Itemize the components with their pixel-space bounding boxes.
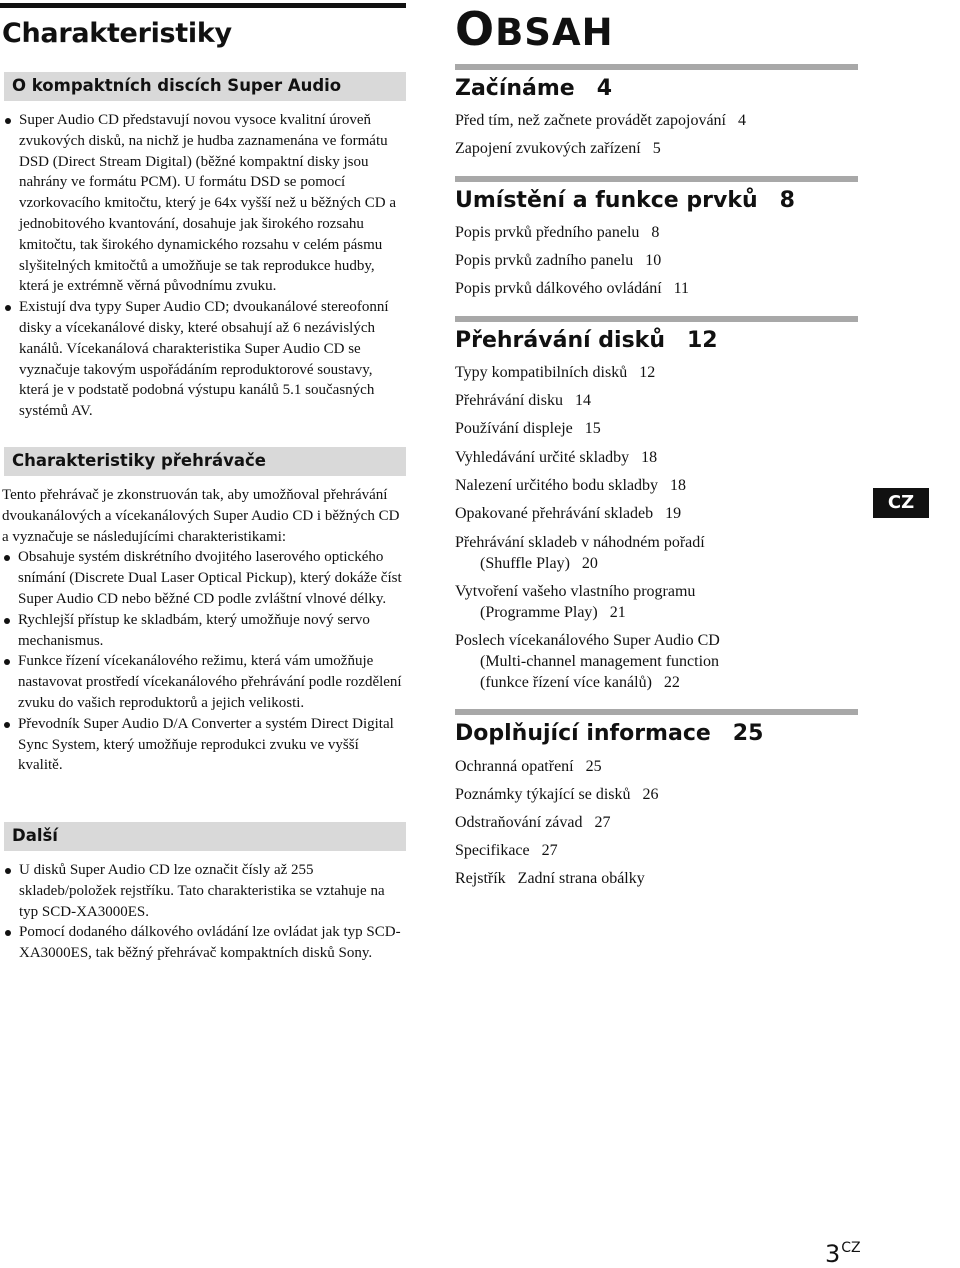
toc-item: Popis prvků zadního panelu 10 — [455, 252, 662, 269]
intro-paragraph: Tento přehrávač je zkonstruován tak, aby umožňoval přehrávání dvoukanálových a vícekanálových Super Audio CD i běžných CD a vyznačuje se následujícími charakteristikami: — [2, 487, 400, 545]
section-heading-super-audio: O kompaktních discích Super Audio — [4, 72, 406, 101]
toc-item: Přehrávání skladeb v náhodném pořadí (Shuffle Play) 20 — [455, 534, 705, 572]
toc-item: Rejstřík Zadní strana obálky — [455, 870, 645, 887]
toc-item: Poznámky týkající se disků 26 — [455, 786, 659, 803]
toc-section-heading: Umístění a funkce prvků 8 — [455, 188, 795, 213]
toc-item: Používání displeje 15 — [455, 420, 601, 437]
list-item: Pomocí dodaného dálkového ovládání lze ovládat jak typ SCD-XA3000ES, tak běžný přehrávač kompaktních disků Sony. — [3, 922, 401, 964]
toc-item: Popis prvků předního panelu 8 — [455, 224, 660, 241]
toc-item: Zapojení zvukových zařízení 5 — [455, 140, 661, 157]
list-item: Super Audio CD představují novou vysoce kvalitní úroveň zvukových disků, na nichž je hudba zaznamenána ve formátu DSD (Direct Stream Digital) (běžné kompaktní disky jsou nahrány ve formátu PCM). U formátu DSD se pomocí vzorkovacího kmitočtu, který je 64x vyšší než u běžných CD a jednobitového kvantování, dosahuje jak širokého rozsahu kmitočtu, tak širokého dynamického rozsahu v celém pásmu slyšitelných kmitočtů a umožňuje se tak reprodukce hudby, která je extrémně věrná původnímu zvuku. — [3, 110, 401, 297]
toc-divider — [455, 176, 858, 182]
list-item: U disků Super Audio CD lze označit čísly až 255 skladeb/položek rejstříku. Tato charakteristika se vztahuje na typ SCD-XA3000ES. — [3, 860, 401, 922]
toc-divider — [455, 709, 858, 715]
toc-item: Před tím, než začnete provádět zapojování 4 — [455, 112, 746, 129]
top-rule — [0, 3, 406, 8]
page-number: $3^{CZ}$ — [825, 1240, 861, 1268]
toc-item: Vyhledávání určité skladby 18 — [455, 449, 658, 466]
language-tab: CZ — [873, 488, 929, 518]
toc-title: OBSAH — [455, 2, 614, 56]
page-title: Charakteristiky — [2, 18, 232, 49]
toc-section-heading: Začínáme 4 — [455, 76, 613, 101]
list-item: Existují dva typy Super Audio CD; dvoukanálové stereofonní disky a vícekanálové disky, které obsahují až 6 nezávislých kanálů. Vícekanálová charakteristika Super Audio CD se vyznačuje takovým uspořádáním reproduktorové soustavy, která je v podstatě podobná výstupu kanálů 5.1 současných systémů AV. — [3, 297, 401, 422]
toc-item: Typy kompatibilních disků 12 — [455, 364, 656, 381]
toc-item: Opakované přehrávání skladeb 19 — [455, 505, 682, 522]
toc-item: Odstraňování závad 27 — [455, 814, 611, 831]
list-item: Obsahuje systém diskrétního dvojitého laserového optického snímání (Discrete Dual Laser Optical Pickup), který dokáže číst Super Audio CD nebo běžné CD podle zvláštní vlnové délky. — [2, 547, 402, 609]
toc-divider — [455, 316, 858, 322]
toc-item: Ochranná opatření 25 — [455, 758, 602, 775]
toc-item: Nalezení určitého bodu skladby 18 — [455, 477, 687, 494]
list-item: Převodník Super Audio D/A Converter a systém Direct Digital Sync System, který umožňuje reprodukci zvuku ve vyšší kvalitě. — [2, 714, 402, 776]
section-player-features-body — [2, 485, 402, 776]
toc-section-heading: Přehrávání disků 12 — [455, 328, 718, 353]
section-heading-other: Další — [4, 822, 406, 851]
toc-divider — [455, 64, 858, 70]
toc-item: Vytvoření vašeho vlastního programu (Programme Play) 21 — [455, 583, 696, 621]
toc-item: Poslech vícekanálového Super Audio CD (Multi-channel management function (funkce řízení více kanálů) 22 — [455, 632, 720, 691]
section-other-body — [3, 860, 401, 964]
list-item: Rychlejší přístup ke skladbám, který umožňuje nový servo mechanismus. — [2, 610, 402, 652]
toc-item: Přehrávání disku 14 — [455, 392, 591, 409]
list-item: Funkce řízení vícekanálového režimu, která vám umožňuje nastavovat prostředí vícekanálového přehrávání podle rozdělení zvuku do vašich reproduktorů a jejich velikosti. — [2, 651, 402, 713]
toc-section-heading: Doplňující informace 25 — [455, 721, 764, 746]
toc-item: Popis prvků dálkového ovládání 11 — [455, 280, 690, 297]
section-heading-player-features: Charakteristiky přehrávače — [4, 447, 406, 476]
toc-item: Specifikace 27 — [455, 842, 558, 859]
section-super-audio-body — [3, 110, 401, 422]
